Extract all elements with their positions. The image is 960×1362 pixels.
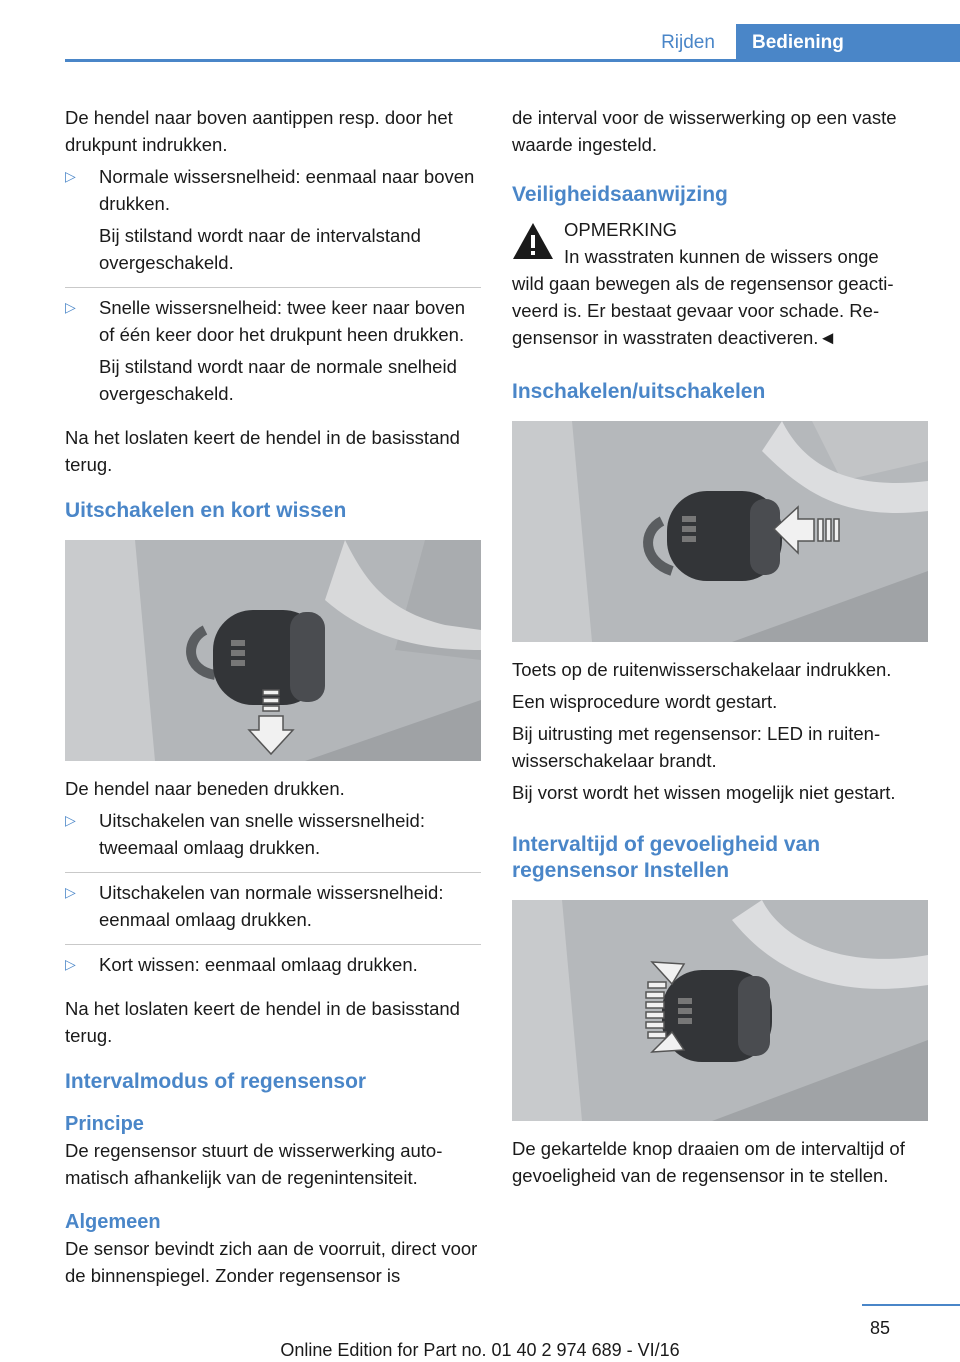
paragraph: De gekartelde knop draaien om de intervaltijd of gevoeligheid van de regensensor in te stellen. [512, 1138, 905, 1186]
intro-paragraph: De hendel naar boven aantippen resp. door het drukpunt indrukken. [65, 107, 453, 155]
paragraph: Toets op de ruitenwisserschakelaar indrukken. [512, 659, 892, 680]
bullet-triangle-icon: ▷ [65, 168, 76, 184]
bullet-triangle-icon: ▷ [65, 812, 76, 828]
paragraph: De regensensor stuurt de wisserwerking automatisch afhankelijk van de regenintensiteit. [65, 1140, 443, 1188]
bullet-triangle-icon: ▷ [65, 884, 76, 900]
paragraph: Na het loslaten keert de hendel in de basisstand terug. [65, 427, 460, 475]
paragraph: De sensor bevindt zich aan de voorruit, direct voor de binnenspiegel. Zonder regensensor is [65, 1238, 478, 1286]
list-item [65, 294, 481, 418]
subsection-heading: Algemeen [65, 1211, 161, 1233]
figure-button-press [512, 421, 928, 642]
section-heading: Veiligheidsaanwijzing [512, 183, 728, 206]
warning-triangle-icon [512, 222, 554, 260]
list-item [65, 807, 481, 873]
bullet-text: Kort wissen: eenmaal omlaag drukken. [99, 954, 418, 975]
bullet-text: Normale wissersnelheid: eenmaal naar boven drukken. [99, 166, 475, 214]
paragraph: Na het loslaten keert de hendel in de basisstand terug. [65, 998, 460, 1046]
figure-lever-down [65, 540, 481, 761]
bullet-subtext: Bij stilstand wordt naar de normale snelheid overgeschakeld. [99, 356, 457, 404]
bullet-text: Uitschakelen van snelle wissersnelheid: tweemaal omlaag drukken. [99, 810, 425, 858]
bullet-subtext: Bij stilstand wordt naar de intervalstand overgeschakeld. [99, 225, 421, 273]
list-item [65, 879, 481, 945]
warning-text: In wasstraten kunnen de wissers onge [564, 246, 879, 267]
bullet-text: Uitschakelen van normale wissersnelheid: eenmaal omlaag drukken. [99, 882, 444, 930]
header-divider [65, 59, 960, 62]
warning-title: OPMERKING [564, 219, 678, 240]
page-number: 85 [869, 1318, 890, 1338]
left-column [65, 104, 481, 1294]
paragraph: Een wisprocedure wordt gestart. [512, 691, 778, 712]
list-item [65, 951, 481, 989]
bullet-triangle-icon: ▷ [65, 299, 76, 315]
list-item [65, 163, 481, 288]
edition-footer: Online Edition for Part no. 01 40 2 974 689 - VI/16 [280, 1340, 680, 1360]
bullet-triangle-icon: ▷ [65, 956, 76, 972]
warning-text: wild gaan bewegen als de regensensor geactiveerd is. Er bestaat gevaar voor schade. Regensensor in wasstraten deactiveren.◄ [512, 273, 894, 348]
right-column [512, 104, 928, 1194]
tab-bediening[interactable]: Bediening [736, 24, 960, 62]
paragraph: De hendel naar beneden drukken. [65, 778, 345, 799]
figure-knurled-knob [512, 900, 928, 1121]
section-heading: Inschakelen/uitschakelen [512, 380, 766, 403]
footer-divider [862, 1304, 960, 1306]
warning-box [512, 216, 928, 351]
bullet-text: Snelle wissersnelheid: twee keer naar boven of één keer door het drukpunt heen drukken. [99, 297, 466, 345]
tab-rijden[interactable]: Rijden [661, 32, 715, 53]
section-heading: Intervaltijd of gevoeligheid van regensensor Instellen [512, 833, 821, 882]
section-heading: Intervalmodus of regensensor [65, 1070, 367, 1093]
paragraph: de interval voor de wisserwerking op een vaste waarde ingesteld. [512, 107, 897, 155]
paragraph: Bij uitrusting met regensensor: LED in ruitenwisserschakelaar brandt. [512, 723, 881, 771]
section-heading: Uitschakelen en kort wissen [65, 499, 347, 522]
subsection-heading: Principe [65, 1113, 144, 1135]
paragraph: Bij vorst wordt het wissen mogelijk niet gestart. [512, 782, 896, 803]
